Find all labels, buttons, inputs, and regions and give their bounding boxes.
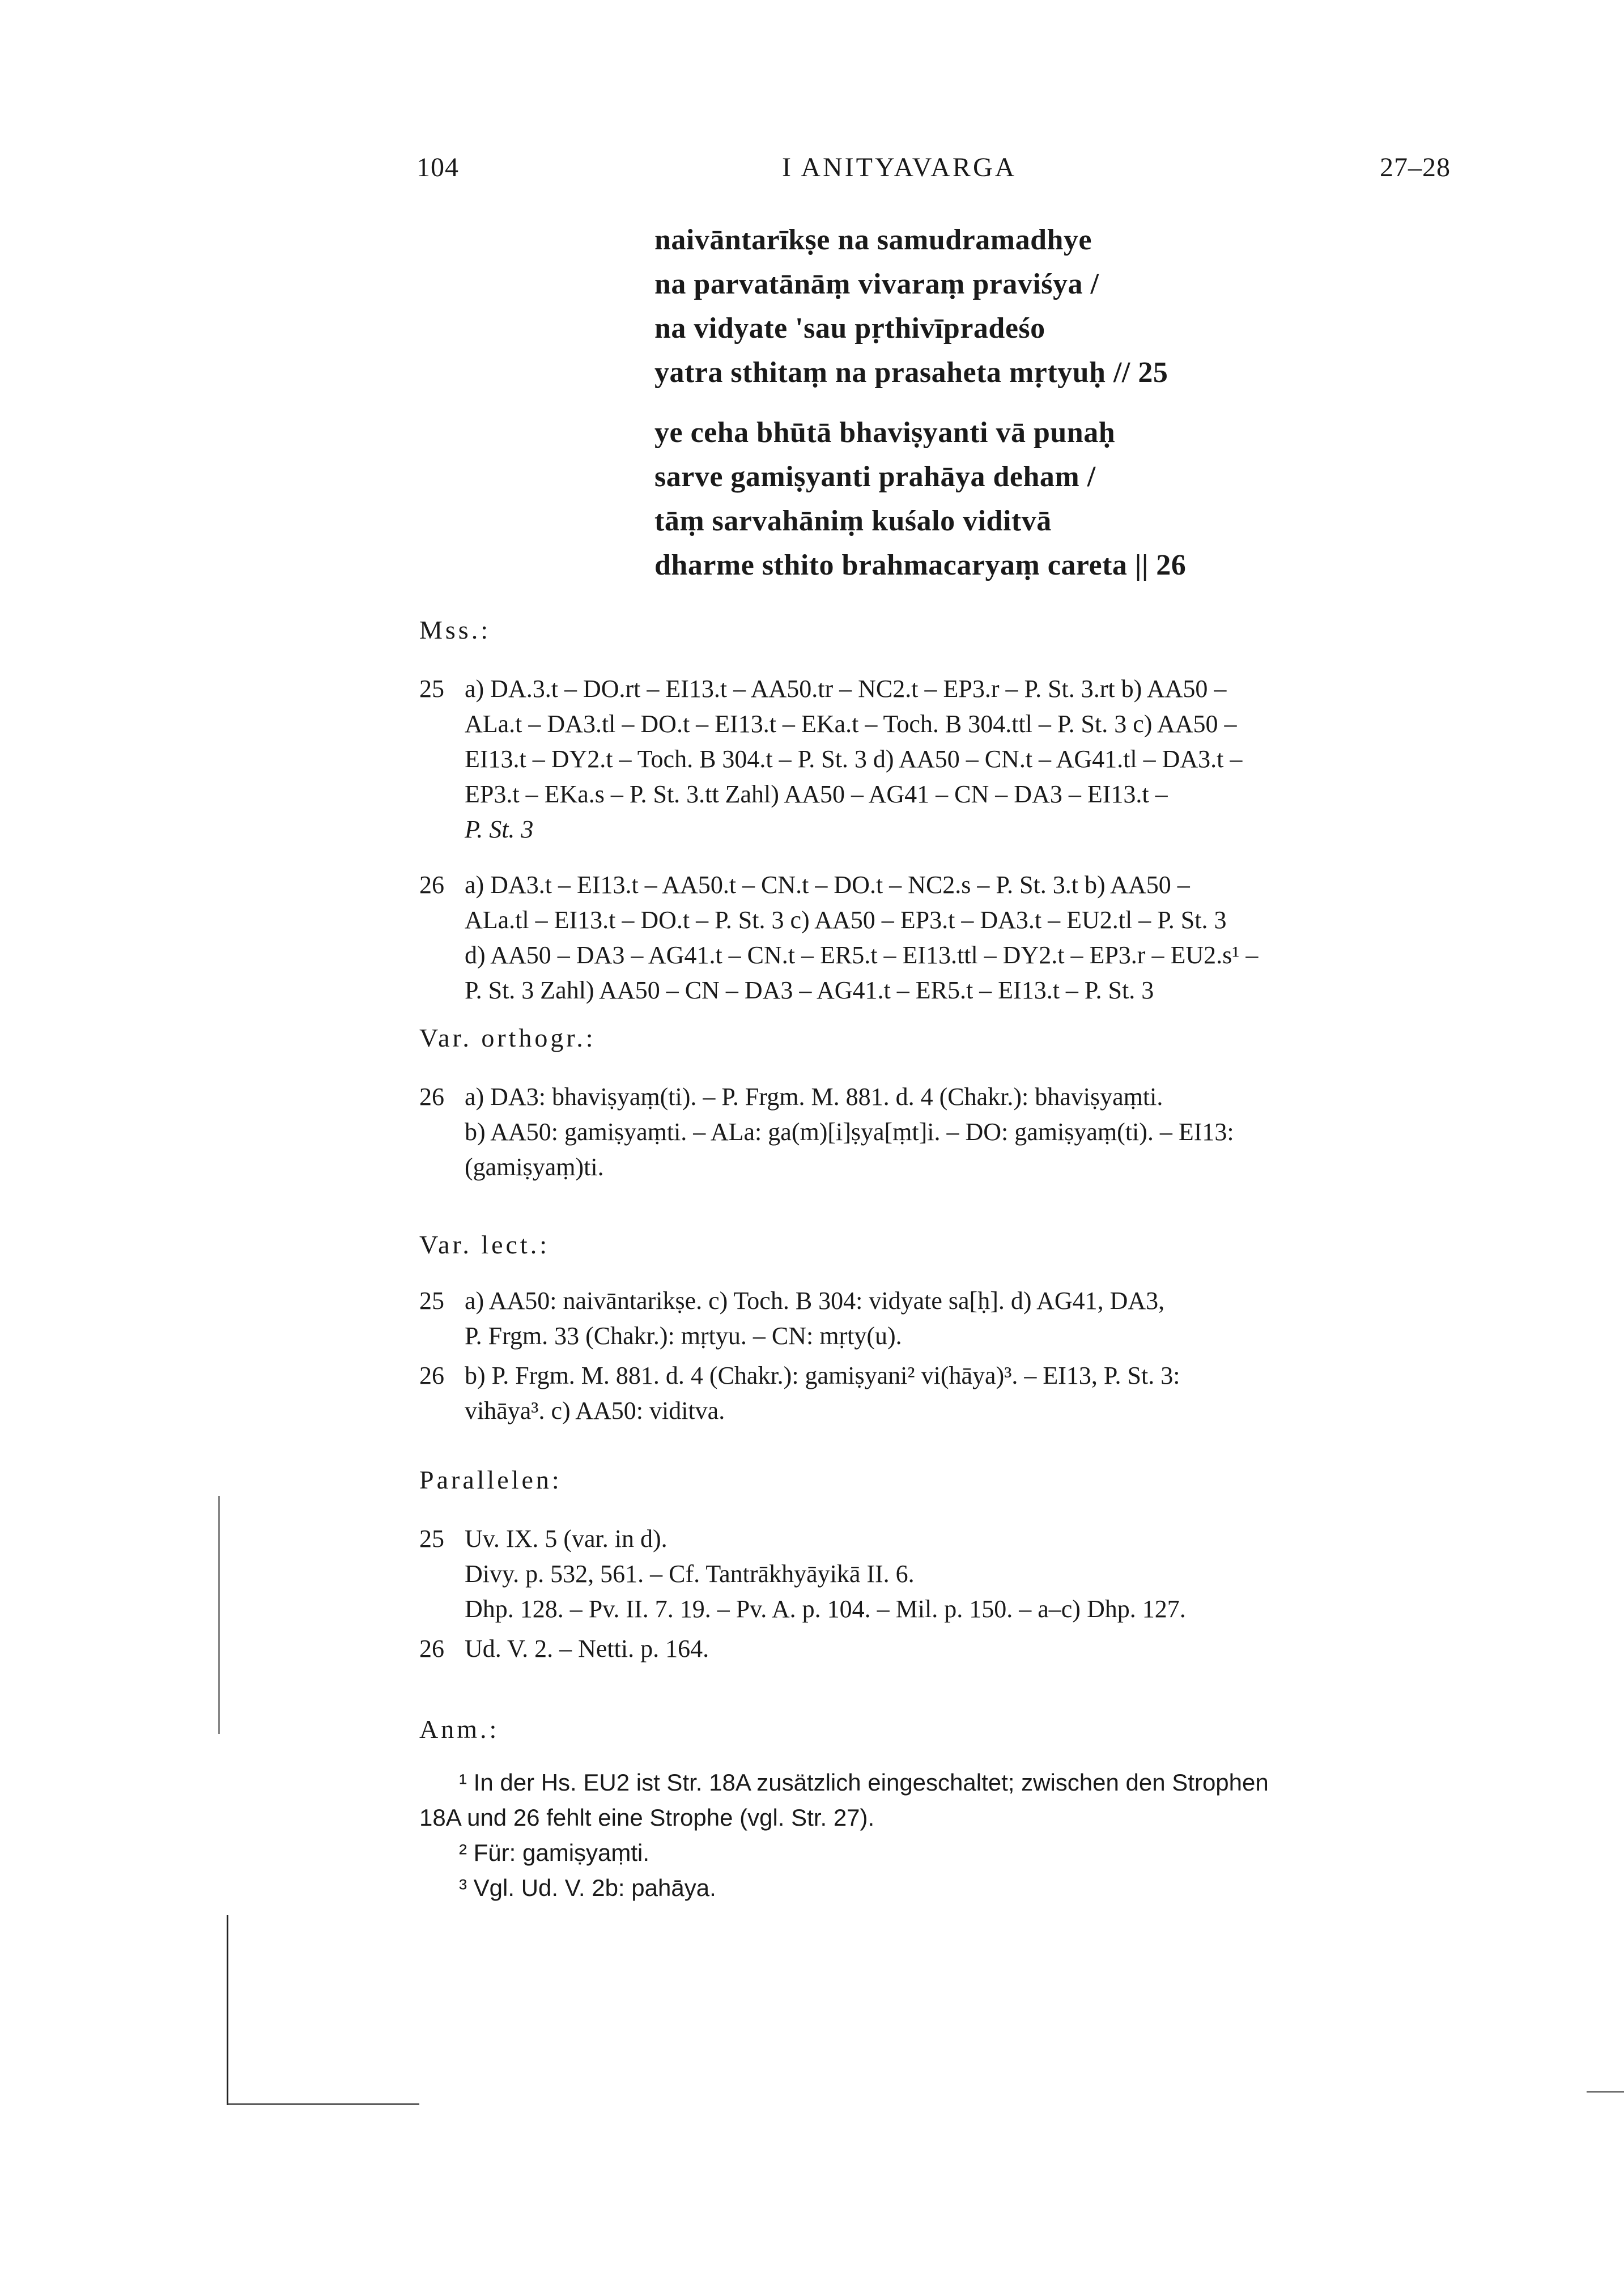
mss-apparatus — [419, 671, 1479, 1028]
var-lect-apparatus — [419, 1283, 1479, 1449]
apparatus-line: vihāya³. c) AA50: viditva. — [465, 1397, 725, 1425]
mss-entry-25 — [419, 671, 1479, 847]
footnote-1: ¹ In der Hs. EU2 ist Str. 18A zusätzlich eingeschaltet; zwischen den Strophen — [459, 1769, 1269, 1796]
apparatus-line: P. St. 3 — [465, 815, 534, 843]
footnotes — [419, 1765, 1485, 1906]
apparatus-line: P. Frgm. 33 (Chakr.): mṛtyu. – CN: mṛty(u). — [465, 1322, 902, 1350]
verse-line: sarve gamiṣyanti prahāya deham / — [654, 461, 1096, 493]
footnote-3: ³ Vgl. Ud. V. 2b: pahāya. — [459, 1874, 716, 1901]
var-orthogr-entry-26 — [419, 1079, 1479, 1185]
verse-line: yatra sthitaṃ na prasaheta mṛtyuḥ // 25 — [654, 356, 1168, 389]
apparatus-line: ALa.t – DA3.tl – DO.t – EI13.t – EKa.t – Toch. B 304.ttl – P. St. 3 c) AA50 – — [465, 710, 1237, 738]
apparatus-line: a) DA3.t – EI13.t – AA50.t – CN.t – DO.t – NC2.s – P. St. 3.t b) AA50 – — [465, 871, 1190, 899]
apparatus-line: b) P. Frgm. M. 881. d. 4 (Chakr.): gamiṣyani² vi(hāya)³. – EI13, P. St. 3: — [465, 1362, 1180, 1389]
verse-25 — [654, 218, 1168, 395]
mss-heading: Mss.: — [419, 615, 491, 644]
entry-number: 26 — [419, 1635, 444, 1663]
apparatus-line: Dhp. 128. – Pv. II. 7. 19. – Pv. A. p. 104. – Mil. p. 150. – a–c) Dhp. 127. — [465, 1595, 1186, 1623]
scan-edge-mark — [227, 1915, 228, 2105]
apparatus-line: a) DA.3.t – DO.rt – EI13.t – AA50.tr – NC2.t – EP3.r – P. St. 3.rt b) AA50 – — [465, 675, 1227, 703]
chapter-title: I ANITYAVARGA — [782, 152, 1017, 182]
verse-line: na parvatānāṃ vivaraṃ praviśya / — [654, 268, 1099, 300]
var-orthogr-apparatus — [419, 1079, 1479, 1205]
verse-line: tāṃ sarvahāniṃ kuśalo viditvā — [654, 505, 1052, 537]
verse-range: 27–28 — [1380, 152, 1451, 182]
verse-line: naivāntarīkṣe na samudramadhye — [654, 224, 1092, 256]
apparatus-line: a) AA50: naivāntarikṣe. c) Toch. B 304: vidyate sa[ḥ]. d) AG41, DA3, — [465, 1287, 1165, 1315]
var-lect-entry-26 — [419, 1358, 1479, 1428]
footnote-2: ² Für: gamiṣyaṃti. — [459, 1839, 650, 1866]
scan-edge-mark — [218, 1496, 220, 1734]
verse-line: dharme sthito brahmacaryaṃ careta || 26 — [654, 549, 1187, 581]
page-number: 104 — [416, 152, 459, 182]
scan-edge-mark — [227, 2103, 419, 2105]
apparatus-line: Uv. IX. 5 (var. in d). — [465, 1525, 668, 1553]
apparatus-line: P. St. 3 Zahl) AA50 – CN – DA3 – AG41.t – ER5.t – EI13.t – P. St. 3 — [465, 976, 1154, 1004]
parallelen-apparatus — [419, 1521, 1479, 1687]
entry-number: 26 — [419, 1083, 444, 1111]
apparatus-line: Divy. p. 532, 561. – Cf. Tantrākhyāyikā II. 6. — [465, 1560, 915, 1588]
var-lect-heading: Var. lect.: — [419, 1230, 550, 1259]
entry-number: 25 — [419, 1287, 444, 1315]
apparatus-line: EP3.t – EKa.s – P. St. 3.tt Zahl) AA50 – AG41 – CN – DA3 – EI13.t – — [465, 780, 1168, 808]
var-lect-entry-25 — [419, 1283, 1479, 1354]
mss-entry-26 — [419, 868, 1479, 1008]
parallelen-heading: Parallelen: — [419, 1465, 562, 1494]
entry-number: 25 — [419, 1525, 444, 1553]
parallelen-entry-25 — [419, 1521, 1479, 1627]
var-orthogr-heading: Var. orthogr.: — [419, 1023, 596, 1052]
verse-line: na vidyate 'sau pṛthivīpradeśo — [654, 312, 1045, 345]
apparatus-line: a) DA3: bhaviṣyaṃ(ti). – P. Frgm. M. 881. d. 4 (Chakr.): bhaviṣyaṃti. — [465, 1083, 1163, 1111]
apparatus-line: Ud. V. 2. – Netti. p. 164. — [465, 1635, 709, 1663]
apparatus-line: d) AA50 – DA3 – AG41.t – CN.t – ER5.t – EI13.ttl – DY2.t – EP3.r – EU2.s¹ – — [465, 941, 1259, 969]
parallelen-entry-26 — [419, 1631, 1479, 1666]
apparatus-line: (gamiṣyaṃ)ti. — [465, 1153, 604, 1181]
entry-number: 26 — [419, 1362, 444, 1389]
verse-26 — [654, 411, 1186, 588]
verse-line: ye ceha bhūtā bhaviṣyanti vā punaḥ — [654, 416, 1116, 449]
anm-heading: Anm.: — [419, 1715, 500, 1744]
apparatus-line: b) AA50: gamiṣyaṃti. – ALa: ga(m)[i]ṣya[ṃt]i. – DO: gamiṣyaṃ(ti). – EI13: — [465, 1118, 1234, 1146]
apparatus-line: ALa.tl – EI13.t – DO.t – P. St. 3 c) AA50 – EP3.t – DA3.t – EU2.tl – P. St. 3 — [465, 906, 1227, 934]
entry-number: 26 — [419, 871, 444, 899]
apparatus-line: EI13.t – DY2.t – Toch. B 304.t – P. St. 3 d) AA50 – CN.t – AG41.tl – DA3.t – — [465, 745, 1243, 773]
entry-number: 25 — [419, 675, 444, 703]
footnote-1-cont: 18A und 26 fehlt eine Strophe (vgl. Str. 27). — [419, 1804, 875, 1831]
scan-edge-mark — [1587, 2091, 1624, 2093]
